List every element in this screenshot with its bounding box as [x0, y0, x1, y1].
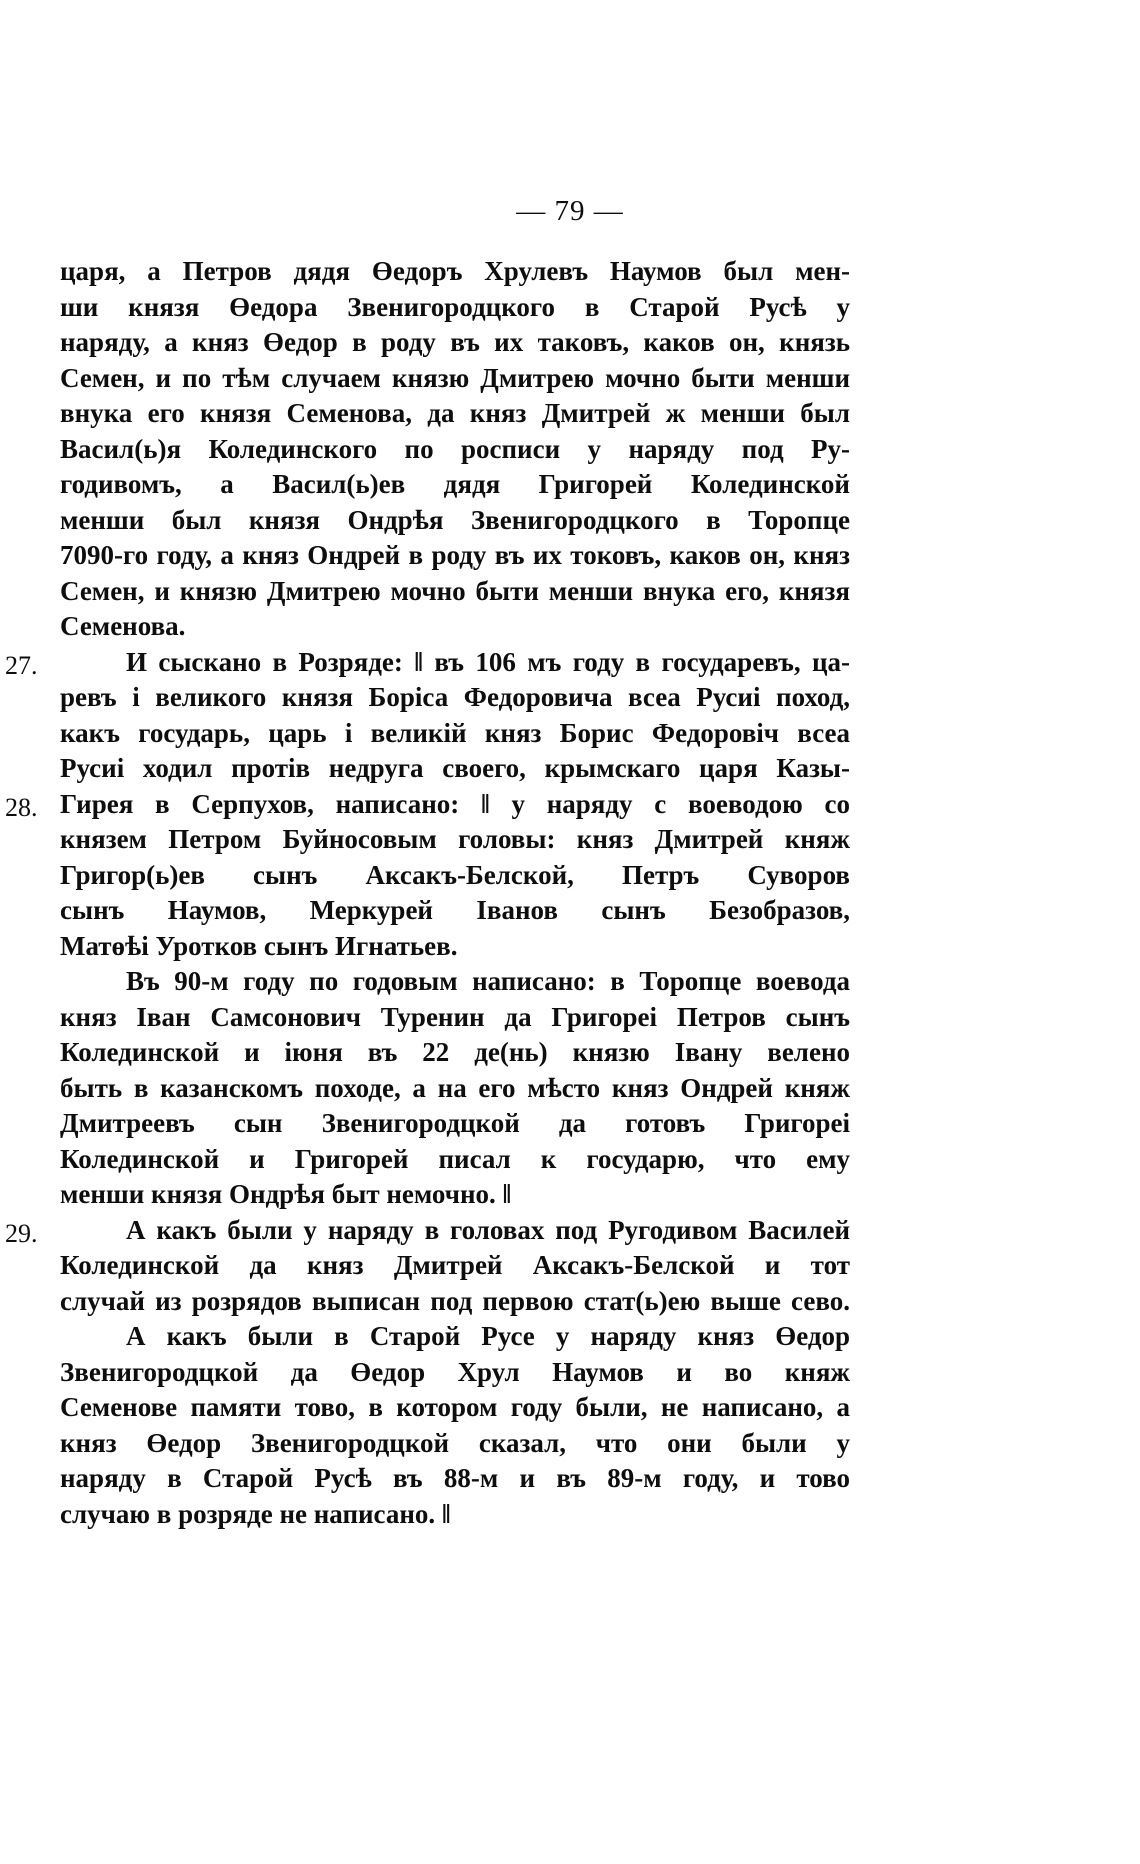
text-line: [60, 964, 850, 1000]
text-line: [5, 1213, 850, 1249]
text-line: [60, 325, 850, 361]
paragraph-number: 27.: [5, 650, 38, 680]
text-line: [60, 1071, 850, 1107]
line-text: наряду, а княз Өедор в роду въ их таковъ, каков он, князь: [60, 327, 850, 357]
text-line: [60, 929, 850, 965]
line-text: годивомъ, а Васил(ь)ев дядя Григорей Колединской: [60, 469, 850, 499]
line-text: наряду в Старой Русѣ въ 88-м и въ 89-м году, и тово: [60, 1463, 850, 1493]
text-line: [60, 1284, 850, 1320]
line-text: быть в казанскомъ походе, а на его мѣсто княз Ондрей княж: [60, 1072, 850, 1103]
line-text: Семен, и князю Дмитрею мочно быти менши внука его, князя: [60, 575, 850, 606]
line-text: ши князя Өедора Звенигородцкого в Старой Русѣ у: [60, 291, 850, 322]
text-line: [60, 574, 850, 610]
line-text: ревъ і великого князя Боріса Федоровича всеа Русиі поход,: [60, 682, 850, 712]
text-line: [60, 254, 850, 290]
line-text: Колединской и іюня въ 22 де(нь) князю Івану велено: [60, 1037, 850, 1067]
line-text: А какъ были у наряду в головах под Ругодивом Василей: [126, 1214, 850, 1245]
line-text: Григор(ь)ев сынъ Аксакъ-Белской, Петръ Суворов: [60, 859, 850, 890]
line-text: царя, а Петров дядя Өедоръ Хрулевъ Наумов был мен-: [60, 256, 850, 286]
line-text: внука его князя Семенова, да княз Дмитрей ж менши был: [60, 398, 850, 428]
line-text: княз Өедор Звенигородцкой сказал, что они были у: [60, 1427, 850, 1458]
text-line: [60, 680, 850, 716]
line-text: Колединской и Григорей писал к государю, что ему: [60, 1143, 850, 1174]
page-number: — 79 —: [516, 195, 624, 227]
line-text: Русиі ходил протів недруга своего, крымскаго царя Казы-: [60, 753, 850, 783]
text-line: [60, 751, 850, 787]
text-line: [60, 503, 850, 539]
paragraph-number: 29.: [5, 1218, 38, 1248]
line-text: Звенигородцкой да Өедор Хрул Наумов и во княж: [60, 1356, 850, 1387]
body-text: [5, 254, 850, 1532]
text-line: [5, 787, 850, 823]
text-line: [60, 290, 850, 326]
line-text: И сыскано в Розряде: ‖ въ 106 мъ году в государевъ, ца-: [126, 646, 850, 677]
line-text: князем Петром Буйносовым головы: княз Дмитрей княж: [60, 824, 850, 854]
text-line: [60, 396, 850, 432]
line-text: Матөѣі Уротков сынъ Игнатьев.: [60, 930, 458, 961]
text-line: [60, 1426, 850, 1462]
line-text: Дмитреевъ сын Звенигородцкой да готовъ Григореі: [60, 1108, 850, 1138]
text-line: [60, 822, 850, 858]
line-text: А какъ были в Старой Русе у наряду княз Өедор: [126, 1321, 850, 1351]
line-text: княз Іван Самсонович Туренин да Григореі Петров сынъ: [60, 1001, 850, 1032]
line-text: Семенове памяти тово, в котором году были, не написано, а: [60, 1392, 850, 1422]
line-text: Семен, и по тѣм случаем князю Дмитрею мочно быти менши: [60, 362, 850, 393]
text-line: [60, 1497, 850, 1533]
line-text: Гирея в Серпухов, написано: ‖ у наряду с воеводою со: [60, 788, 850, 819]
line-text: Въ 90-м году по годовым написано: в Торопце воевода: [126, 966, 850, 996]
line-text: 7090-го году, а княз Ондрей в роду въ их токовъ, каков он, княз: [60, 540, 850, 570]
text-line: [60, 858, 850, 894]
line-text: Васил(ь)я Колединского по росписи у наряду под Ру-: [60, 433, 850, 464]
line-text: менши князя Ондрѣя быт немочно. ‖: [60, 1179, 512, 1209]
line-text: какъ государь, царь і великій княз Борис Федоровіч всеа: [60, 717, 850, 748]
text-line: [60, 893, 850, 929]
text-line: [60, 1035, 850, 1071]
line-text: случаю в розряде не написано. ‖: [60, 1498, 451, 1529]
text-line: [60, 1319, 850, 1355]
line-text: сынъ Наумов, Меркурей Іванов сынъ Безобразов,: [60, 895, 850, 925]
text-line: [60, 609, 850, 645]
text-line: [60, 1355, 850, 1391]
text-line: [60, 1000, 850, 1036]
text-line: [60, 432, 850, 468]
text-line: [60, 467, 850, 503]
text-line: [60, 538, 850, 574]
line-text: менши был князя Ондрѣя Звенигородцкого в Торопце: [60, 504, 850, 535]
text-line: [60, 1106, 850, 1142]
line-text: случай из розрядов выписан под первою стат(ь)ею выше сево.: [60, 1285, 850, 1316]
text-line: [60, 1248, 850, 1284]
text-line: [5, 645, 850, 681]
text-line: [60, 716, 850, 752]
text-line: [60, 361, 850, 397]
text-line: [60, 1142, 850, 1178]
text-line: [60, 1177, 850, 1213]
text-line: [60, 1390, 850, 1426]
line-text: Колединской да княз Дмитрей Аксакъ-Белской и тот: [60, 1250, 850, 1280]
text-line: [60, 1461, 850, 1497]
paragraph-number: 28.: [5, 792, 38, 822]
line-text: Семенова.: [60, 611, 186, 641]
